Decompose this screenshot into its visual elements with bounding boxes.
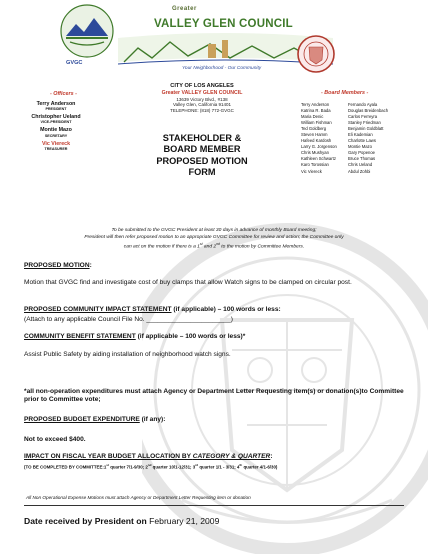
board-member-name: Katrina R. Bada — [301, 108, 331, 114]
officer-name: Terry Anderson — [36, 101, 76, 107]
ordinal-suffix: nd — [147, 463, 152, 467]
fiscal-text: quarter 7/1-9/30; 2 — [108, 464, 148, 470]
fiscal-quarters — [24, 461, 404, 471]
fiscal-text: (TO BE COMPLETED BY COMMITTEE:1 — [24, 464, 107, 470]
board-member-name: Montie Mazo — [348, 144, 372, 150]
address-line-1: 13639 Victory Blvd., #138 — [176, 97, 228, 102]
board-member-name: Fernando Ayala — [348, 102, 378, 107]
board-members-list — [301, 102, 388, 175]
fiscal-heading-text: IMPACT ON FISCAL YEAR BUDGET ALLOCATION BY — [24, 453, 193, 460]
ordinal-suffix: th — [239, 463, 243, 467]
board-member-name: Carlos Ferreyra — [348, 114, 378, 120]
fiscal-heading-colon: : — [270, 453, 273, 460]
board-member-name: Hafeed Kardosh — [301, 138, 332, 144]
form-title — [140, 133, 264, 179]
benefit-heading — [24, 333, 404, 341]
officer-role: VICE-PRESIDENT — [40, 120, 72, 125]
instructions-line-1: To be submitted to the GVGC President at least 30 days in advance of monthly Board meeting; — [111, 228, 317, 233]
instructions-line-2: President will then refer proposed motion to an appropriate GVGC Committee for review and action; the Committee only — [84, 234, 344, 240]
officer-name: Montie Mazo — [40, 127, 72, 134]
budget-amount: Not to exceed $400. — [24, 436, 86, 443]
board-member-name: William Fishman — [301, 120, 332, 126]
board-member-name: Larry G. Jorgenson — [301, 144, 337, 150]
impact-heading-rest: (if applicable) – 100 words or less: — [171, 306, 281, 313]
fiscal-heading — [24, 453, 404, 461]
council-name: Greater VALLEY GLEN COUNCIL — [161, 90, 243, 96]
board-member-name: Benjamin Goldblatt — [348, 126, 384, 132]
city-name: CITY OF LOS ANGELES — [170, 83, 234, 89]
motion-heading-colon: : — [89, 262, 92, 269]
ordinal-suffix: rd — [195, 463, 199, 467]
impact-heading-text: PROPOSED COMMUNITY IMPACT STATEMENT — [24, 306, 172, 313]
board-member-name: Bruce Thomas — [348, 156, 376, 162]
board-member-name: Kathleen Schwartz — [301, 156, 336, 162]
fiscal-text: quarter 1/1 - 3/31; 4 — [198, 464, 240, 470]
officer-role: TREASURER — [44, 146, 68, 151]
officers-list — [0, 101, 112, 154]
board-member-name: Eli Kademian — [348, 132, 373, 138]
officer-name: Christopher Ueland — [31, 114, 81, 121]
ordinal-suffix: st — [199, 242, 203, 246]
telephone: TELEPHONE: (818) 772-GVGC — [170, 107, 234, 113]
officer-role: SECRETARY — [44, 133, 68, 138]
divider-line — [24, 505, 404, 506]
benefit-heading-rest: (if applicable – 100 words or less)* — [135, 333, 246, 340]
board-member-name: Karo Torossian — [301, 162, 329, 168]
form-title-line: BOARD MEMBER — [163, 144, 241, 155]
officer-name: Vic Viereck — [41, 140, 71, 147]
fiscal-category-text: CATEGORY & QUARTER — [192, 453, 271, 460]
budget-heading — [24, 416, 404, 424]
impact-heading — [24, 306, 404, 314]
ordinal-suffix: nd — [216, 242, 220, 246]
budget-heading-rest: (if any): — [139, 416, 166, 423]
officer-role: PRESIDENT — [45, 107, 67, 112]
motion-heading-text: PROPOSED MOTION — [24, 262, 90, 269]
board-member-name: Gary Popenoe — [348, 150, 376, 156]
board-title: - Board Members - — [321, 90, 369, 96]
board-row — [301, 169, 388, 175]
board-member-name: Douglas Breidenbach — [348, 108, 389, 114]
officers-title: - Officers - — [50, 91, 77, 97]
non-operation-note: *all non-operation expenditures must attach Agency or Department Letter Requesting item(s) or donation(s)to Committee prior to Committee vote; — [24, 388, 404, 403]
board-member-name: Abdul Zohbi — [348, 168, 371, 174]
board-member-name: Steven Hamm — [301, 132, 328, 138]
board-member-name: Vic Viereck — [301, 168, 322, 174]
fiscal-text: quarter 10/1-12/31; 3 — [151, 464, 196, 470]
council-file-line: (Attach to any applicable Council File No. _______________________) — [24, 316, 233, 323]
submission-instructions — [24, 228, 404, 251]
form-title-line: FORM — [188, 167, 216, 178]
instructions-line-3 — [24, 241, 404, 251]
board-member-name: Chris Ueland — [348, 162, 373, 168]
instructions-text: can act on the motion if there is a 1 — [123, 244, 200, 250]
board-member-name: Ted Goldberg — [301, 126, 327, 132]
board-member-name: Charlotte Laws — [348, 138, 376, 144]
instructions-text: and 2 — [202, 244, 217, 250]
city-seal-icon — [296, 34, 336, 74]
date-received — [24, 516, 219, 526]
benefit-heading-text: COMMUNITY BENEFIT STATEMENT — [24, 333, 136, 340]
benefit-text: Assist Public Safety by aiding installation of neighborhood watch signs. — [24, 351, 231, 358]
instructions-text: to the motion by Committee Members. — [219, 244, 305, 250]
footer-note: All Non Operational Expense Motions must attach Agency or Department Letter Requesting item or donation — [26, 495, 251, 500]
logo-text: GVGC — [66, 60, 83, 66]
gvgc-logo-icon — [58, 2, 116, 60]
board-member-name: Maria Denic — [301, 114, 324, 120]
header-tagline: Your Neighborhood - Our Community — [182, 66, 262, 71]
motion-text: Motion that GVGC find and investigate cost of buy clamps that allow Watch signs to be clamped on circular post. — [24, 279, 352, 286]
address-line-2: Valley Glen, California 91401 — [173, 102, 231, 108]
motion-heading — [24, 262, 404, 270]
board-member-name: Terry Anderson — [301, 102, 330, 107]
board-member-name: Stanley Friedman — [348, 120, 381, 126]
fiscal-text: quarter 4/1-6/30) — [242, 464, 278, 470]
ordinal-suffix: st — [106, 463, 109, 467]
header-top-text: Greater — [172, 6, 197, 12]
council-address — [140, 97, 264, 113]
header-council-name: VALLEY GLEN COUNCIL — [154, 18, 293, 30]
board-member-name: Chris Mushyan — [301, 150, 329, 156]
date-value: February 21, 2009 — [149, 516, 220, 526]
form-title-line: PROPOSED MOTION — [156, 155, 248, 166]
budget-heading-text: PROPOSED BUDGET EXPENDITURE — [24, 416, 140, 423]
city-seal-watermark-icon — [139, 200, 428, 554]
date-label: Date received by President on — [24, 516, 147, 526]
form-title-line: STAKEHOLDER & — [162, 133, 242, 143]
